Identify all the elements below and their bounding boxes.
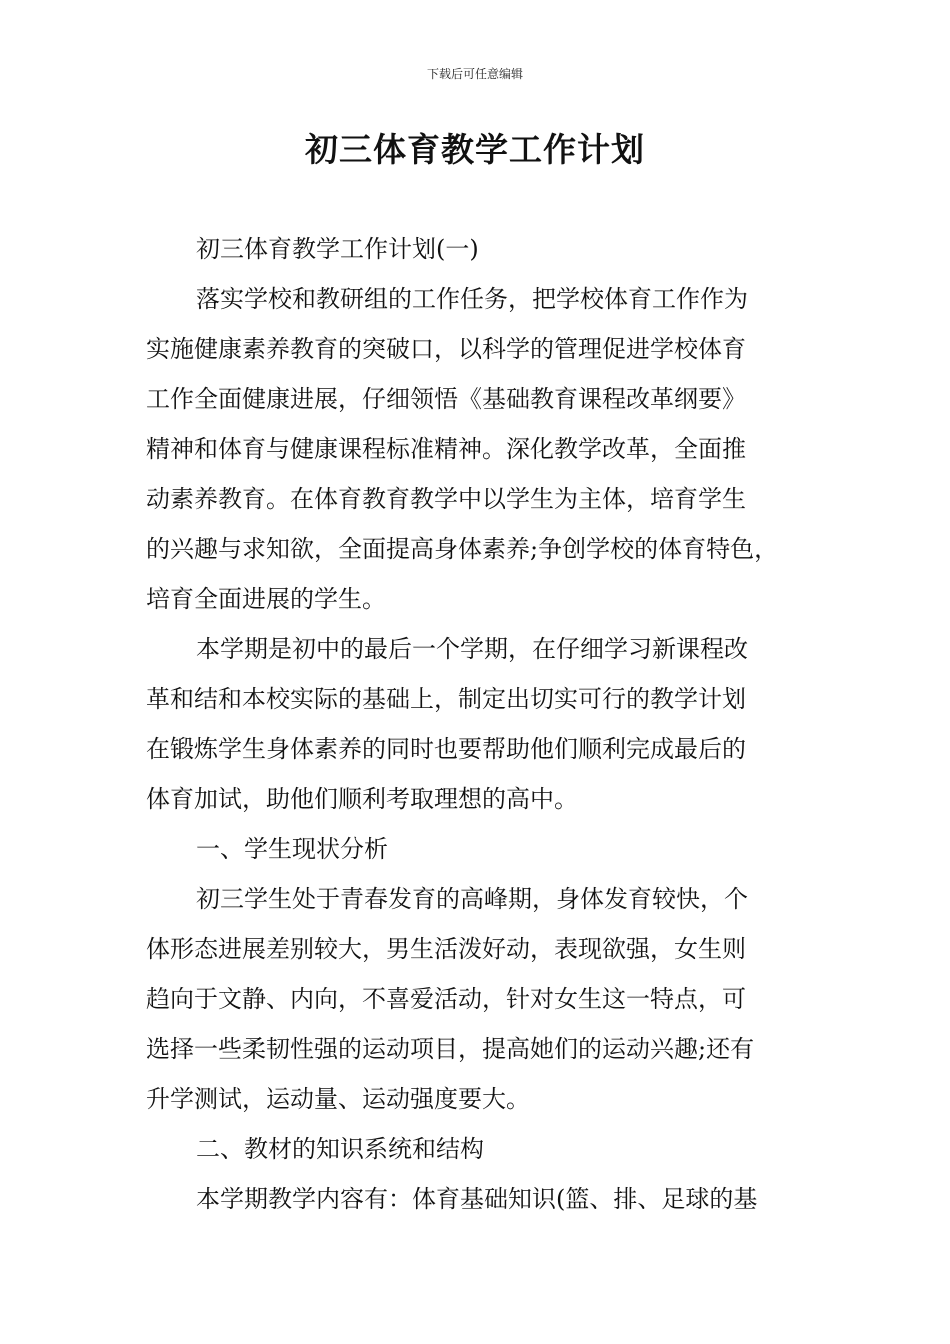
text-line: 落实学校和教研组的工作任务，把学校体育工作作为 bbox=[196, 285, 748, 313]
text-line: 在锻炼学生身体素养的同时也要帮助他们顺利完成最后的 bbox=[146, 735, 746, 763]
text-line: 体形态进展差别较大，男生活泼好动，表现欲强，女生则 bbox=[146, 935, 746, 963]
text-line: 工作全面健康进展，仔细领悟《基础教育课程改革纲要》 bbox=[146, 385, 746, 413]
text-line: 本学期是初中的最后一个学期，在仔细学习新课程改 bbox=[196, 635, 748, 663]
header-note: 下载后可任意编辑 bbox=[426, 67, 523, 81]
text-line: 培育全面进展的学生。 bbox=[146, 585, 386, 613]
text-line: 初三体育教学工作计划(一) bbox=[196, 235, 479, 263]
text-line: 革和结和本校实际的基础上，制定出切实可行的教学计划 bbox=[146, 685, 746, 713]
text-line: 选择一些柔韧性强的运动项目，提高她们的运动兴趣;还有 bbox=[146, 1035, 755, 1063]
text-line: 的兴趣与求知欲，全面提高身体素养;争创学校的体育特色， bbox=[146, 535, 779, 563]
text-line: 动素养教育。在体育教育教学中以学生为主体，培育学生 bbox=[146, 485, 746, 513]
text-line: 升学测试，运动量、运动强度要大。 bbox=[146, 1085, 530, 1113]
text-line: 一、学生现状分析 bbox=[196, 835, 388, 863]
text-line: 实施健康素养教育的突破口，以科学的管理促进学校体育 bbox=[146, 335, 746, 363]
text-line: 本学期教学内容有：体育基础知识(篮、排、足球的基 bbox=[196, 1185, 758, 1213]
document-title: 初三体育教学工作计划 bbox=[305, 130, 645, 169]
document-body bbox=[146, 224, 826, 1224]
text-line: 二、教材的知识系统和结构 bbox=[196, 1135, 484, 1163]
text-line: 趋向于文静、内向，不喜爱活动，针对女生这一特点，可 bbox=[146, 985, 746, 1013]
text-line: 精神和体育与健康课程标准精神。深化教学改革，全面推 bbox=[146, 435, 746, 463]
text-line: 体育加试，助他们顺利考取理想的高中。 bbox=[146, 785, 578, 813]
text-line: 初三学生处于青春发育的高峰期，身体发育较快，个 bbox=[196, 885, 748, 913]
